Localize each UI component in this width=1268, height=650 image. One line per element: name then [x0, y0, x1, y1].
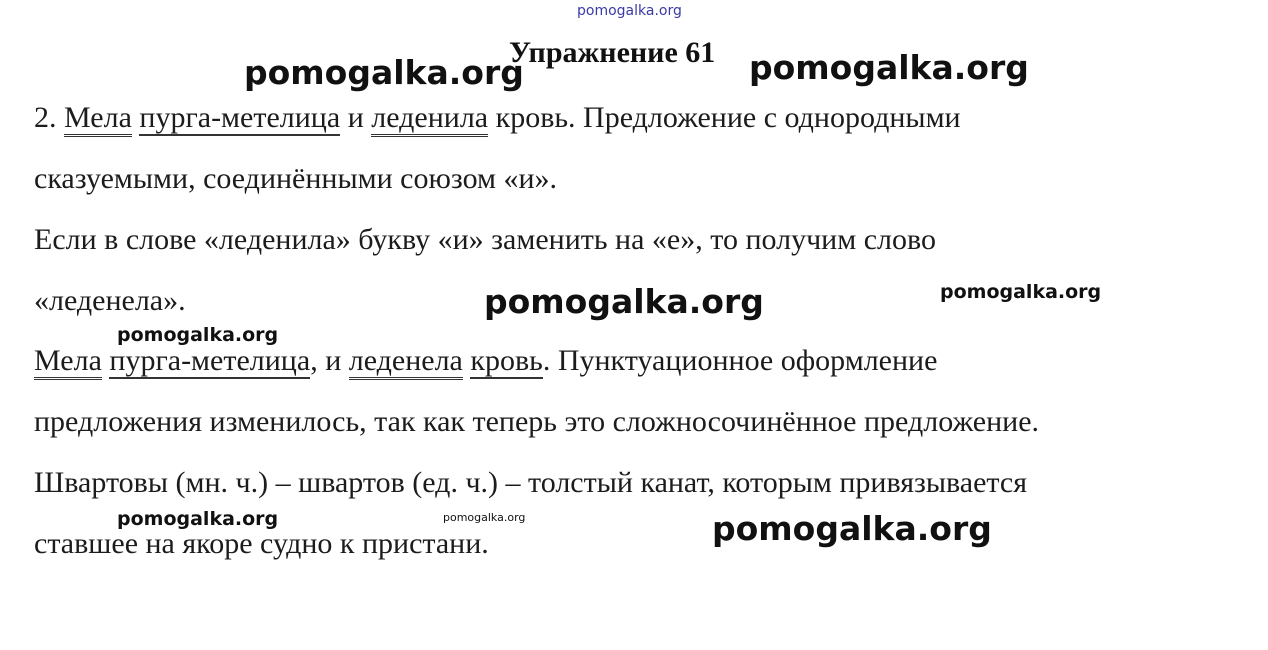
watermark-8: pomogalka.org — [712, 509, 992, 548]
subject-krov: кровь — [470, 344, 543, 377]
watermark-7: pomogalka.org — [443, 511, 526, 524]
predicate-ledenela: леденела — [349, 344, 463, 380]
predicate-mela-2: Мела — [34, 344, 102, 380]
comma-conjunction: , и — [310, 344, 349, 377]
watermark-2: pomogalka.org — [749, 48, 1029, 87]
text-line-3: Если в слове «леденила» букву «и» заменить на «е», то получим слово — [34, 223, 936, 256]
text-rest-2: . Пунктуационное оформление — [542, 344, 938, 377]
conjunction: и — [340, 101, 372, 134]
predicate-mela: Мела — [64, 101, 132, 137]
text-rest: кровь. Предложение с однородными — [488, 101, 961, 134]
exercise-title: Упражнение 61 — [509, 36, 716, 69]
text-line-7: Швартовы (мн. ч.) – швартов (ед. ч.) – толстый канат, которым привязывается — [34, 466, 1028, 499]
subject-purga-metelitsa-2: пурга-метелица — [109, 344, 311, 377]
text-line-2: сказуемыми, соединёнными союзом «и». — [34, 162, 558, 195]
watermark-top: pomogalka.org — [577, 3, 682, 19]
watermark-3: pomogalka.org — [484, 282, 764, 321]
watermark-1: pomogalka.org — [244, 53, 524, 92]
subject-purga-metelitsa: пурга-метелица — [139, 101, 341, 134]
text-line-8: ставшее на якоре судно к пристани. — [34, 527, 489, 560]
watermark-4: pomogalka.org — [940, 281, 1102, 303]
item-number: 2. — [34, 101, 64, 134]
text-line-6: предложения изменилось, так как теперь это сложносочинённое предложение. — [34, 405, 1040, 438]
text-line-1 — [34, 98, 961, 138]
watermark-6: pomogalka.org — [117, 508, 279, 530]
watermark-5: pomogalka.org — [117, 324, 279, 346]
text-line-5 — [34, 341, 937, 381]
text-line-4: «леденела». — [34, 284, 186, 317]
predicate-ledenila: леденила — [371, 101, 488, 137]
